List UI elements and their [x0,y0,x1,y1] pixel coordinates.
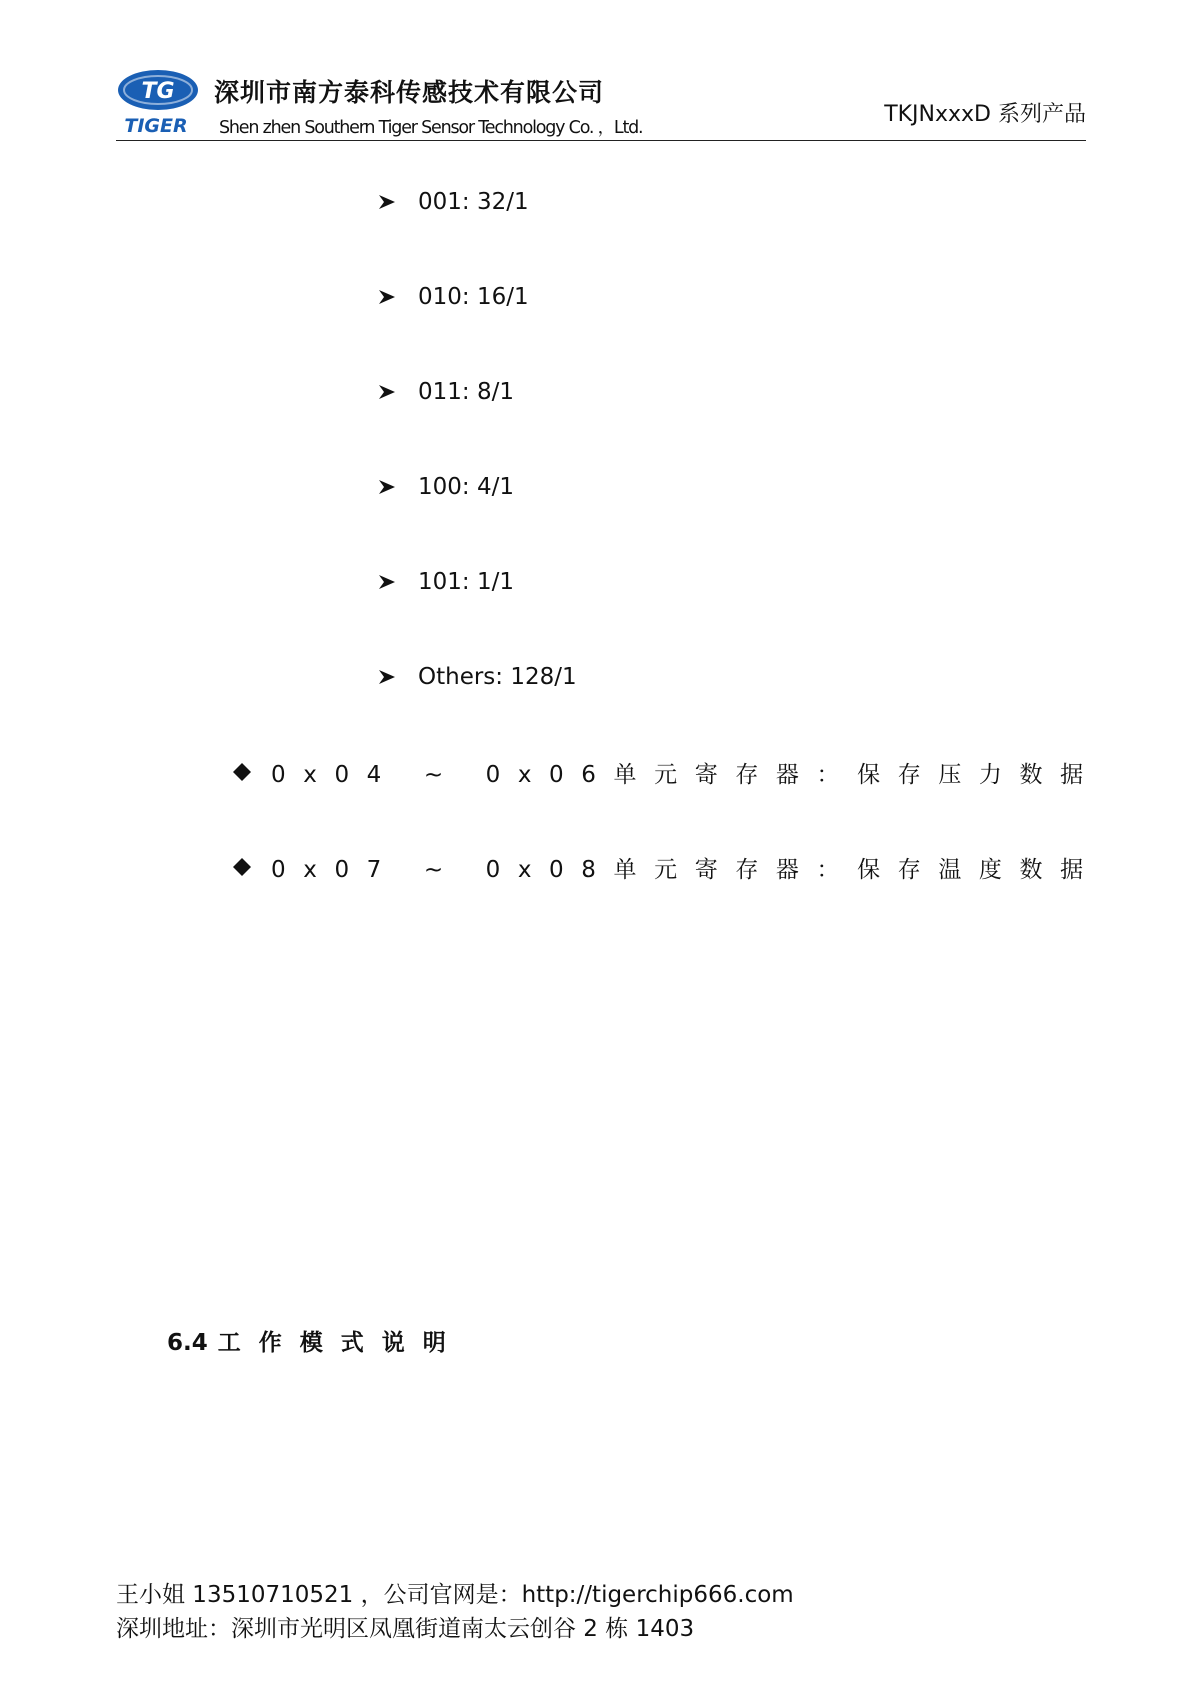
ratio-text: 101: 1/1 [418,569,514,595]
footer-address: 深圳地址：深圳市光明区凤凰街道南太云创谷 2 栋 1403 [116,1616,695,1642]
company-name-en: Shen zhen Southern Tiger Sensor Technology Co. ，Ltd. [219,118,643,138]
section-number: 6.4 [167,1330,208,1356]
arrow-bullet-icon [377,477,397,497]
tiger-logo [116,68,204,138]
arrow-bullet-icon [377,667,397,687]
page-header [116,66,1086,140]
company-name-cn: 深圳市南方泰科传感技术有限公司 [214,78,605,107]
footer-contact: 王小姐 13510710521 ，公司官网是：http://tigerchip666.com [116,1582,794,1608]
section-title: 工作模式说明 [217,1330,464,1356]
register-item [231,852,1101,882]
arrow-bullet-icon [377,287,397,307]
diamond-bullet-icon [231,856,253,878]
section-heading [167,1324,464,1357]
page-footer [116,1578,794,1646]
header-divider [116,140,1086,141]
register-description: 0x07 ~ 0x08单元寄存器：保存温度数据 [271,856,1101,883]
diamond-bullet-icon [231,761,253,783]
ratio-text: 001: 32/1 [418,189,529,215]
list-item [377,472,514,502]
ratio-text: 100: 4/1 [418,474,514,500]
svg-text:TG: TG [141,79,175,104]
svg-text:TIGER: TIGER [124,115,188,137]
arrow-bullet-icon [377,572,397,592]
list-item [377,662,577,692]
list-item [377,377,514,407]
ratio-text: 011: 8/1 [418,379,514,405]
arrow-bullet-icon [377,192,397,212]
arrow-bullet-icon [377,382,397,402]
ratio-text: 010: 16/1 [418,284,529,310]
register-description: 0x04 ~ 0x06单元寄存器：保存压力数据 [271,761,1101,788]
list-item [377,567,514,597]
product-series-label: TKJNxxxD 系列产品 [884,102,1086,127]
ratio-text: Others: 128/1 [418,664,577,690]
tiger-logo-icon [116,68,204,138]
list-item [377,282,529,312]
register-item [231,757,1101,787]
list-item [377,187,529,217]
